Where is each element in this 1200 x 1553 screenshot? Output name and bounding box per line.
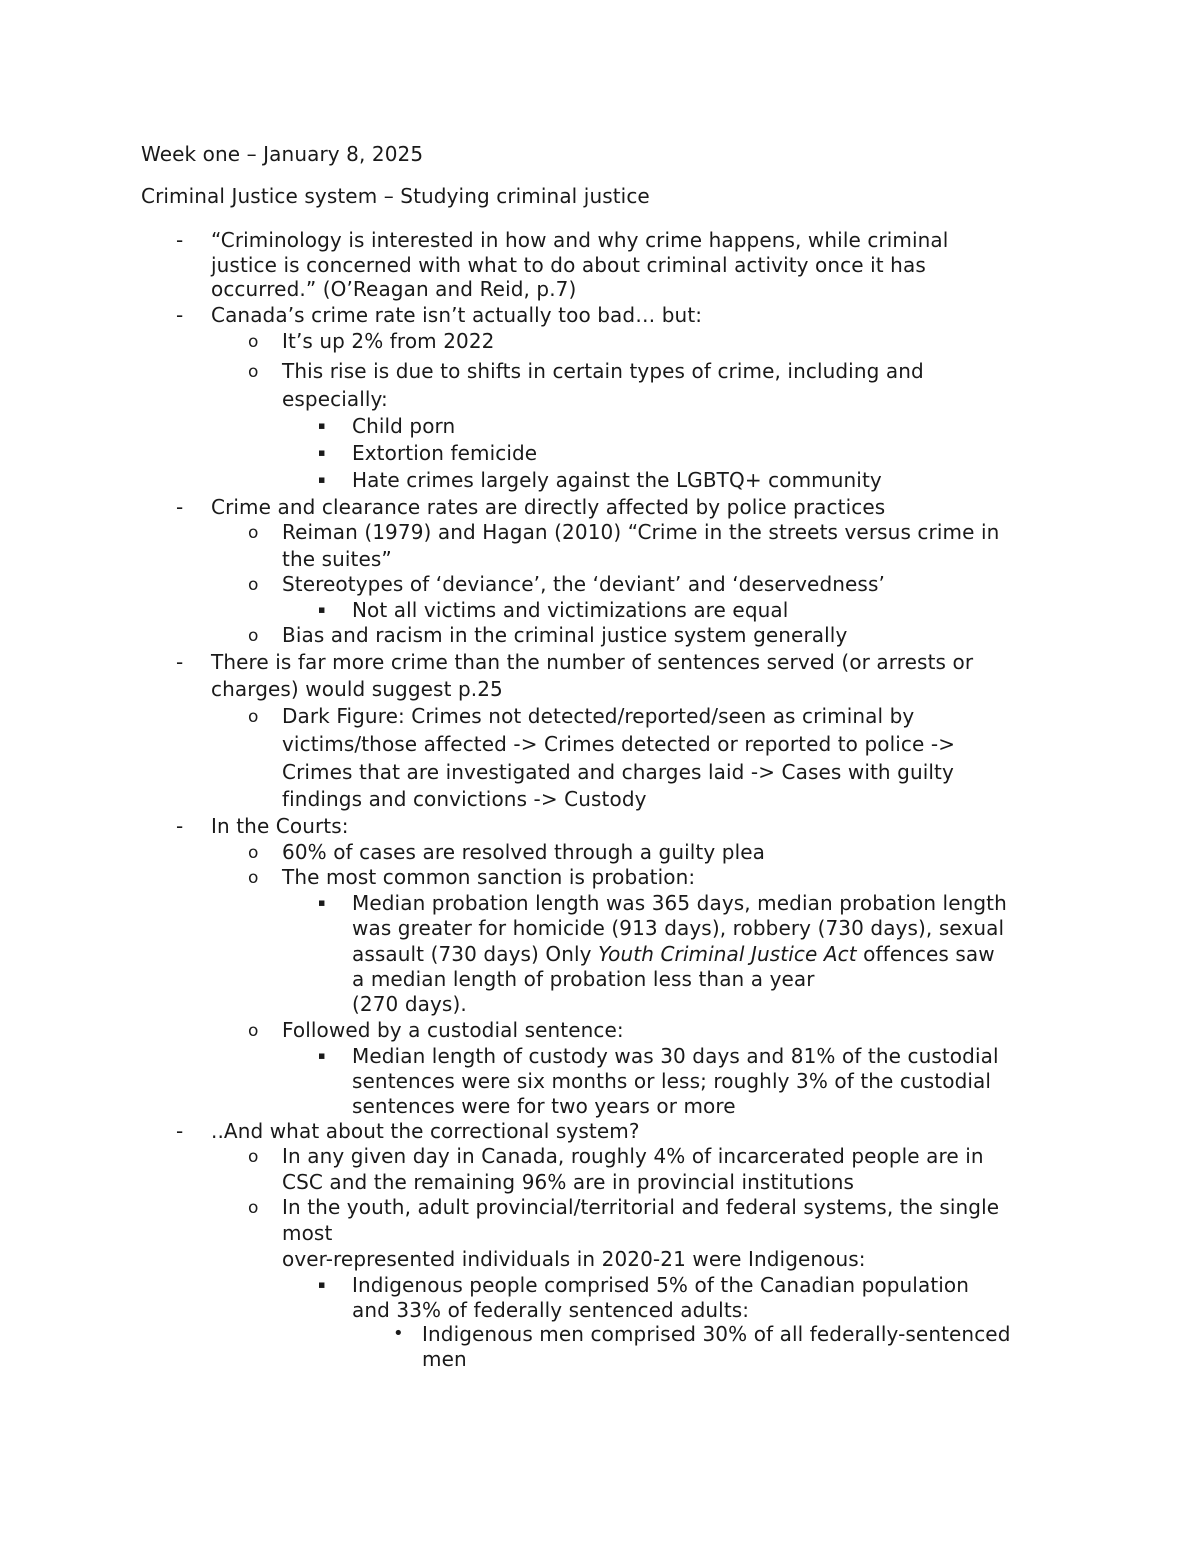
crime-rate-up: It’s up 2% from 2022	[282, 329, 495, 353]
square-bullet: ▪	[318, 446, 326, 459]
median-probation-line: Median probation length was 365 days, median probation length	[352, 891, 1007, 915]
dark-figure-intro: There is far more crime than the number of sentences served (or arrests or	[211, 650, 974, 674]
reiman-line: Reiman (1979) and Hagan (2010) “Crime in the streets versus crime in	[282, 520, 1000, 544]
square-bullet: ▪	[318, 419, 326, 432]
given-day-line: CSC and the remaining 96% are in provincial institutions	[282, 1170, 854, 1194]
dark-figure-intro: charges) would suggest p.25	[211, 677, 503, 701]
dash-bullet: -	[176, 228, 184, 252]
youth-line: In the youth, adult provincial/territorial and federal systems, the single	[282, 1195, 1000, 1219]
median-probation-line: (270 days).	[352, 992, 467, 1016]
dark-figure-line: findings and convictions -> Custody	[282, 787, 647, 811]
corrections-item: ..And what about the correctional system?	[211, 1119, 640, 1143]
square-bullet: ▪	[318, 603, 326, 616]
week-heading: Week one – January 8, 2025	[141, 142, 424, 166]
dash-bullet: -	[176, 814, 184, 838]
circle-bullet: o	[248, 523, 259, 543]
crime-rise-line: especially:	[282, 387, 388, 411]
median-probation-text: assault (730 days) Only	[352, 942, 599, 966]
indigenous-men-line: men	[422, 1347, 467, 1371]
act-title: Youth Criminal Justice Act	[598, 942, 857, 966]
youth-line: over-represented individuals in 2020-21 were Indigenous:	[282, 1247, 866, 1271]
circle-bullet: o	[248, 362, 259, 382]
circle-bullet: o	[248, 868, 259, 888]
indigenous-men-line: Indigenous men comprised 30% of all federally-sentenced	[422, 1322, 1011, 1346]
crime-type-item: Hate crimes largely against the LGBTQ+ community	[352, 468, 882, 492]
circle-bullet: o	[248, 707, 259, 727]
stereotypes-line: Stereotypes of ‘deviance’, the ‘deviant’ and ‘deservedness’	[282, 572, 885, 596]
dark-figure-line: victims/those affected -> Crimes detected or reported to police ->	[282, 732, 956, 756]
dash-bullet: -	[176, 1119, 184, 1143]
circle-bullet: o	[248, 575, 259, 595]
quote-line: “Criminology is interested in how and why crime happens, while criminal	[211, 228, 949, 252]
topic-heading: Criminal Justice system – Studying criminal justice	[141, 184, 650, 208]
median-probation-line: a median length of probation less than a year	[352, 967, 815, 991]
crime-type-item: Extortion femicide	[352, 441, 538, 465]
square-bullet: ▪	[318, 896, 326, 909]
circle-bullet: o	[248, 1147, 259, 1167]
dash-bullet: -	[176, 495, 184, 519]
circle-bullet: o	[248, 332, 259, 352]
dark-figure-line: Crimes that are investigated and charges laid -> Cases with guilty	[282, 760, 954, 784]
circle-bullet: o	[248, 626, 259, 646]
median-probation-text: offences saw	[856, 942, 995, 966]
circle-bullet: o	[248, 1021, 259, 1041]
dash-bullet: -	[176, 650, 184, 674]
quote-line: occurred.” (O’Reagan and Reid, p.7)	[211, 277, 577, 301]
quote-line: justice is concerned with what to do about criminal activity once it has	[211, 253, 926, 277]
crime-rise-line: This rise is due to shifts in certain types of crime, including and	[282, 359, 924, 383]
custody-line: sentences were six months or less; roughly 3% of the custodial	[352, 1069, 992, 1093]
square-bullet: ▪	[318, 1049, 326, 1062]
median-probation-line	[352, 941, 995, 967]
victims-line: Not all victims and victimizations are equal	[352, 598, 789, 622]
indigenous-line: Indigenous people comprised 5% of the Canadian population	[352, 1273, 970, 1297]
circle-bullet: o	[248, 1198, 259, 1218]
dash-bullet: -	[176, 303, 184, 327]
youth-line: most	[282, 1221, 333, 1245]
reiman-line: the suites”	[282, 547, 392, 571]
square-bullet: ▪	[318, 1278, 326, 1291]
crime-rate-item: Canada’s crime rate isn’t actually too bad… but:	[211, 303, 703, 327]
circle-bullet: o	[248, 843, 259, 863]
indigenous-line: and 33% of federally sentenced adults:	[352, 1298, 750, 1322]
square-bullet: ▪	[318, 473, 326, 486]
dark-figure-line: Dark Figure: Crimes not detected/reported/seen as criminal by	[282, 704, 915, 728]
custodial-line: Followed by a custodial sentence:	[282, 1018, 624, 1042]
clearance-item: Crime and clearance rates are directly affected by police practices	[211, 495, 886, 519]
custody-line: sentences were for two years or more	[352, 1094, 736, 1118]
guilty-plea-line: 60% of cases are resolved through a guilty plea	[282, 840, 765, 864]
given-day-line: In any given day in Canada, roughly 4% of incarcerated people are in	[282, 1144, 984, 1168]
dot-bullet: •	[393, 1323, 404, 1344]
bias-line: Bias and racism in the criminal justice system generally	[282, 623, 848, 647]
custody-line: Median length of custody was 30 days and 81% of the custodial	[352, 1044, 999, 1068]
crime-type-item: Child porn	[352, 414, 456, 438]
median-probation-line: was greater for homicide (913 days), robbery (730 days), sexual	[352, 916, 1005, 940]
courts-item: In the Courts:	[211, 814, 349, 838]
probation-line: The most common sanction is probation:	[282, 865, 696, 889]
